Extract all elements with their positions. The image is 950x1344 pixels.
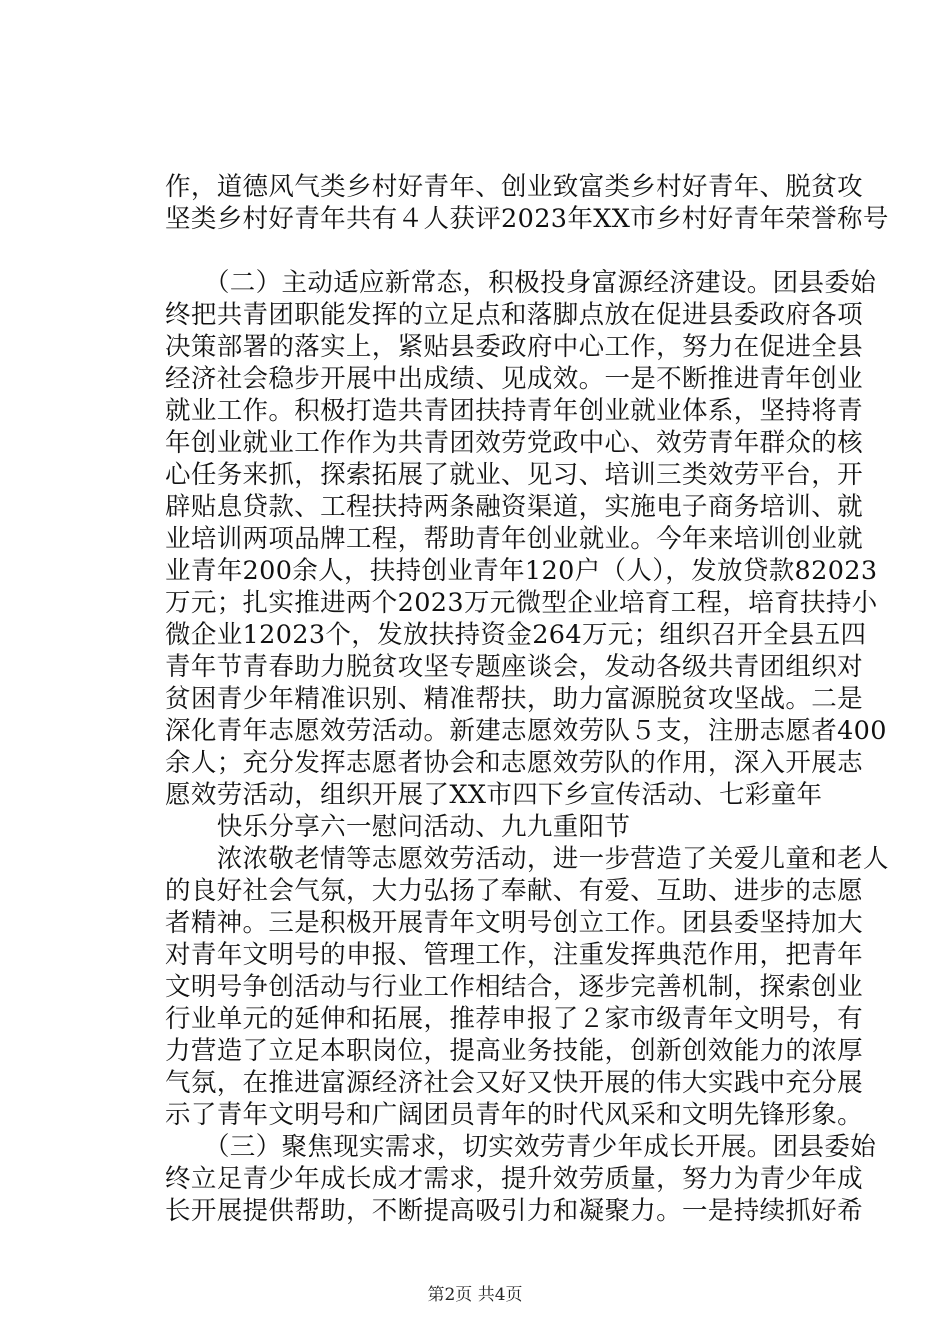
blank-line bbox=[165, 235, 805, 267]
text-line: 作，道德风气类乡村好青年、创业致富类乡村好青年、脱贫攻 bbox=[165, 172, 863, 202]
text-line: 年创业就业工作作为共青团效劳党政中心、效劳青年群众的核 bbox=[165, 428, 863, 458]
text-line: 决策部署的落实上，紧贴县委政府中心工作，努力在促进全县 bbox=[165, 332, 863, 362]
text-line: 余人；充分发挥志愿者协会和志愿效劳队的作用，深入开展志 bbox=[165, 748, 863, 778]
text-line: 示了青年文明号和广阔团员青年的时代风采和文明先锋形象。 bbox=[165, 1100, 863, 1130]
text-line: 经济社会稳步开展中出成绩、见成效。一是不断推进青年创业 bbox=[165, 364, 863, 394]
text-line: 行业单元的延伸和拓展，推荐申报了２家市级青年文明号，有 bbox=[165, 1004, 863, 1034]
text-line: 青年节青春助力脱贫攻坚专题座谈会，发动各级共青团组织对 bbox=[165, 652, 863, 682]
text-line: 浓浓敬老情等志愿效劳活动，进一步营造了关爱儿童和老人 bbox=[165, 844, 889, 874]
text-line: 气氛，在推进富源经济社会又好又快开展的伟大实践中充分展 bbox=[165, 1068, 863, 1098]
text-line: 微企业12023个，发放扶持资金264万元；组织召开全县五四 bbox=[165, 620, 867, 650]
page-footer bbox=[0, 1285, 950, 1305]
text-line: 者精神。三是积极开展青年文明号创立工作。团县委坚持加大 bbox=[165, 908, 863, 938]
text-line: （三）聚焦现实需求，切实效劳青少年成长开展。团县委始 bbox=[165, 1132, 877, 1162]
text-line: 终立足青少年成长成才需求，提升效劳质量，努力为青少年成 bbox=[165, 1164, 863, 1194]
text-line: 的良好社会气氛，大力弘扬了奉献、有爱、互助、进步的志愿 bbox=[165, 876, 863, 906]
text-line: 长开展提供帮助，不断提高吸引力和凝聚力。一是持续抓好希 bbox=[165, 1196, 863, 1226]
text-line: 终把共青团职能发挥的立足点和落脚点放在促进县委政府各项 bbox=[165, 300, 863, 330]
text-line: 心任务来抓，探索拓展了就业、见习、培训三类效劳平台，开 bbox=[165, 460, 863, 490]
text-line: 力营造了立足本职岗位，提高业务技能，创新创效能力的浓厚 bbox=[165, 1036, 863, 1066]
text-line: 就业工作。积极打造共青团扶持青年创业就业体系，坚持将青 bbox=[165, 396, 863, 426]
text-line: 对青年文明号的申报、管理工作，注重发挥典范作用，把青年 bbox=[165, 940, 863, 970]
document-body bbox=[165, 171, 889, 1227]
text-line: （二）主动适应新常态，积极投身富源经济建设。团县委始 bbox=[165, 268, 877, 298]
text-line: 快乐分享六一慰问活动、九九重阳节 bbox=[165, 812, 631, 842]
text-line: 业青年200余人，扶持创业青年120户（人），发放贷款82023 bbox=[165, 556, 878, 586]
text-line: 深化青年志愿效劳活动。新建志愿效劳队５支，注册志愿者400 bbox=[165, 716, 887, 746]
text-line: 业培训两项品牌工程，帮助青年创业就业。今年来培训创业就 bbox=[165, 524, 863, 554]
text-line: 愿效劳活动，组织开展了XX市四下乡宣传活动、七彩童年 bbox=[165, 780, 823, 810]
text-line: 贫困青少年精准识别、精准帮扶，助力富源脱贫攻坚战。二是 bbox=[165, 684, 863, 714]
text-line: 辟贴息贷款、工程扶持两条融资渠道，实施电子商务培训、就 bbox=[165, 492, 863, 522]
text-line: 坚类乡村好青年共有４人获评2023年XX市乡村好青年荣誉称号 bbox=[165, 204, 889, 234]
page-number-label: 第2页 共4页 bbox=[427, 1285, 523, 1305]
text-line: 万元；扎实推进两个2023万元微型企业培育工程，培育扶持小 bbox=[165, 588, 878, 618]
text-line: 文明号争创活动与行业工作相结合，逐步完善机制，探索创业 bbox=[165, 972, 863, 1002]
